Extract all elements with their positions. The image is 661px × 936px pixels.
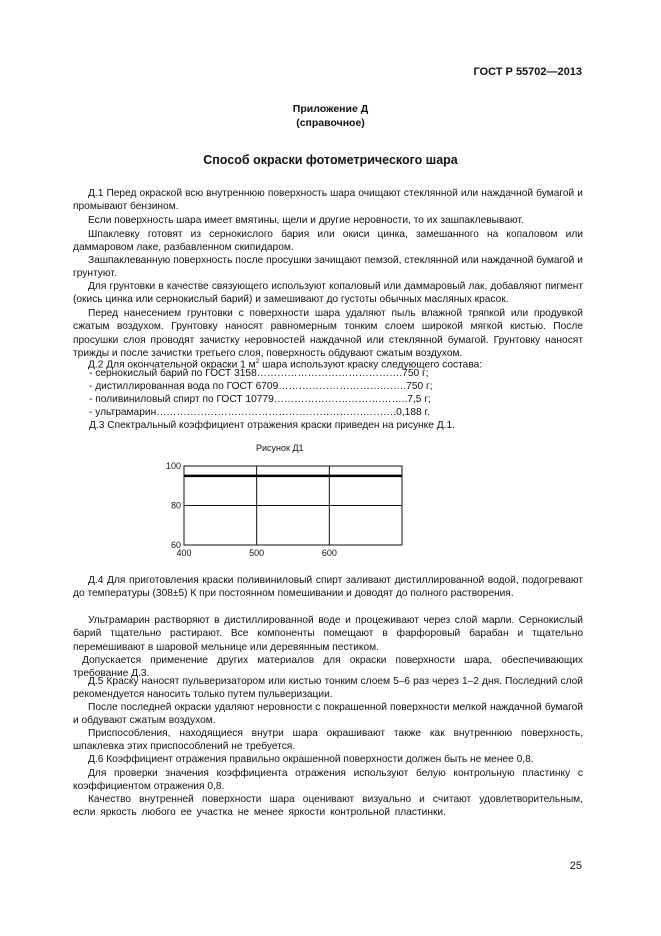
list-item: - поливиниловый спирт по ГОСТ 10779………………….……….……..7,5 г;	[89, 394, 431, 405]
x-tick-label: 400	[176, 548, 192, 558]
paragraph-d4: Д.4 Для приготовления краски поливиниловый спирт заливают дистиллированной водой, подогревают до температуры (308±5) К при постоянном помешивании и доводят до полного растворения.	[73, 575, 583, 600]
y-tick-label: 60	[170, 540, 181, 550]
paragraph: Приспособления, находящиеся внутри шара окрашивают также как внутреннюю поверхность, шпаклевка этих приспособлений не требуется.	[73, 728, 583, 753]
paragraph-d2-text: Д.2 Для окончательной окраски 1 м	[88, 359, 256, 371]
chart-grid	[184, 466, 402, 545]
paragraph: Качество внутренней поверхности шара оценивают визуально и считают удовлетворительным, если яркость любого ее участка не менее яркости контрольной пластинки.	[73, 794, 583, 819]
list-item: - дистиллированная вода по ГОСТ 6709………………………….…….750 г;	[89, 381, 433, 392]
section-title: Способ окраски фотометрического шара	[203, 153, 458, 167]
paragraph: Для грунтовки в качестве связующего используют копаловый или даммаровый лак, добавляют пигмент (окись цинка или сернокислый барий) и замешивают до густоты обычных масляных красок.	[73, 281, 583, 306]
paragraph: Зашпаклеванную поверхность после просушки зачищают пемзой, стеклянной или наждачной бумагой и грунтуют.	[73, 255, 583, 280]
superscript: 2	[255, 358, 260, 365]
paragraph-d5: Д.5 Краску наносят пульверизатором или кистью тонким слоем 5–6 раз через 1–2 дня. Последний слой рекомендуется наносить только путем пульверизации.	[73, 676, 583, 701]
x-tick-label: 500	[249, 548, 265, 558]
paragraph: Для проверки значения коэффициента отражения используют белую контрольную пластинку с коэффициентом отражения 0,8.	[73, 768, 583, 793]
paragraph: Допускается применение других материалов для окраски поверхности шара, обеспечивающих требование Д.3.	[73, 655, 583, 680]
appendix-title: Приложение Д	[292, 103, 369, 115]
paragraph: Если поверхность шара имеет вмятины, щели и другие неровности, то их зашпаклевывают.	[88, 215, 524, 226]
paragraph-d3: Д.3 Спектральный коэффициент отражения краски приведен на рисунке Д.1.	[89, 420, 455, 431]
appendix-subtitle: (справочное)	[296, 117, 365, 129]
x-tick-label: 600	[321, 548, 337, 558]
paragraph-d1: Д.1 Перед окраской всю внутреннюю поверхность шара очищают стеклянной или наждачной бумагой и промывают бензином.	[73, 188, 583, 213]
paragraph: Ультрамарин растворяют в дистиллированной воде и процеживают через слой марли. Сернокислый барий тщательно растирают. Все компоненты помещают в фарфоровый барабан и тщательно перемешивают в шаровой мельнице или деревянным пестиком.	[73, 615, 583, 653]
paragraph-d2-text-end: шара используют краску следующего состава:	[259, 359, 483, 371]
list-item: - ультрамарин…………………………………………………….……….0,188 г.	[89, 407, 430, 418]
document-code: ГОСТ Р 55702—2013	[473, 66, 582, 78]
paragraph: Шпаклевку готовят из сернокислого бария или окиси цинка, замешанного на копаловом или даммаровом лаке, разбавленном скипидаром.	[73, 229, 583, 254]
y-tick-label: 80	[170, 500, 181, 511]
paragraph: После последней окраски удаляют неровности с покрашенной поверхности мелкой наждачной бумагой и обдувают сжатым воздухом.	[73, 702, 583, 727]
chart-title: Рисунок Д1	[256, 443, 304, 453]
paragraph: Перед нанесением грунтовки с поверхности шара удаляют пыль влажной тряпкой или продувкой сжатым воздухом. Грунтовку наносят равномерным тонким слоем широкой мягкой кистью. После просушки слоя проводят зачистку неровностей наждачной или стеклянной бумагой. Грунтовку наносят трижды и после зачистки третьего слоя, поверхность обдувают сжатым воздухом.	[73, 308, 583, 360]
paragraph-d6: Д.6 Коэффициент отражения правильно окрашенной поверхности должен быть не менее 0,8.	[88, 754, 534, 765]
reflectance-chart	[150, 438, 420, 565]
page-number: 25	[569, 860, 582, 872]
y-tick-label: 100	[165, 461, 181, 471]
list-item: - сернокислый барий по ГОСТ 3158…………………………………….750 г;	[89, 368, 429, 379]
